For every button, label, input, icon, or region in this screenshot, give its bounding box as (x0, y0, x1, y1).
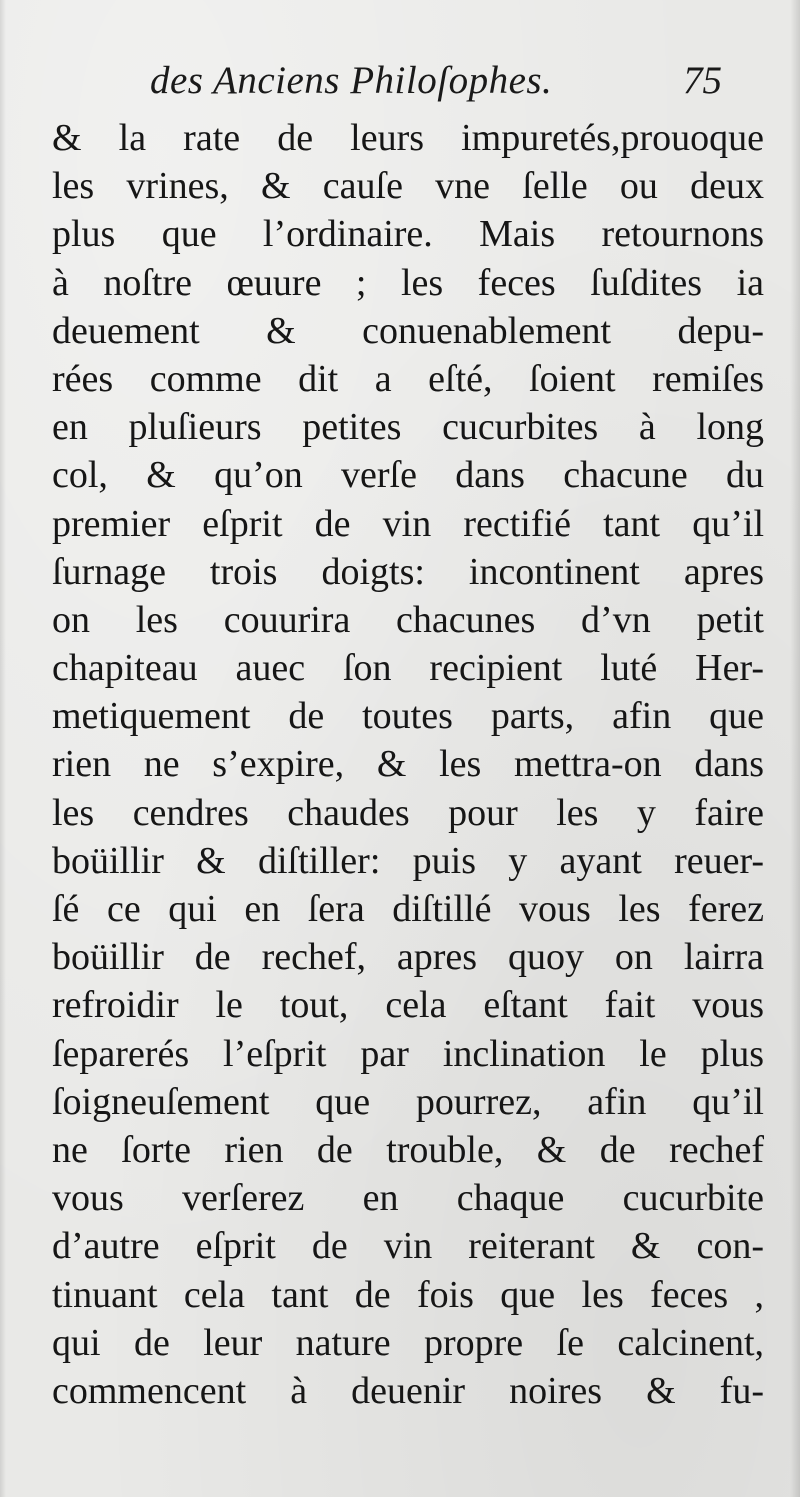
text-line (52, 981, 764, 1029)
text-line-content: boüillir de rechef, apres quoy on lairra (52, 936, 764, 979)
text-line (52, 1126, 764, 1174)
text-line-content: on les couurira chacunes d’vn petit (52, 598, 764, 641)
running-head: des Anciens Philoſophes. (150, 59, 553, 102)
text-line (52, 162, 764, 210)
text-line (52, 596, 764, 644)
text-line-content: deuement & conuenablement depu- (52, 309, 764, 352)
text-line (52, 933, 764, 981)
text-line (52, 403, 764, 451)
text-line (52, 740, 764, 788)
text-line-content: premier eſprit de vin rectifié tant qu’il (52, 502, 764, 545)
text-line (52, 1367, 764, 1415)
text-line-content: ſoigneuſement que pourrez, afin qu’il (52, 1080, 764, 1123)
text-line (52, 1078, 764, 1126)
text-line (52, 1271, 764, 1319)
text-line (52, 210, 764, 258)
page-right-shadow (790, 0, 800, 1497)
text-line-content: rien ne s’expire, & les mettra-on dans (52, 743, 764, 786)
text-line (52, 355, 764, 403)
text-line (52, 451, 764, 499)
text-line (52, 114, 764, 162)
body-text (52, 114, 764, 1415)
text-line (52, 548, 764, 596)
text-line (52, 259, 764, 307)
text-line-content: rées comme dit a eſté, ſoient remiſes (52, 357, 764, 400)
text-line-content: chapiteau auec ſon recipient luté Her- (52, 647, 764, 690)
text-line-content: les cendres chaudes pour les y faire (52, 791, 764, 834)
text-line (52, 885, 764, 933)
text-line-content: ſurnage trois doigts: incontinent apres (52, 550, 764, 593)
text-line-content: commencent à deuenir noires & fu- (52, 1369, 764, 1412)
text-line-content: plus que l’ordinaire. Mais retournons (52, 213, 764, 256)
text-line (52, 1030, 764, 1078)
text-line-content: vous verſerez en chaque cucurbite (52, 1177, 764, 1220)
text-line (52, 644, 764, 692)
text-line (52, 1319, 764, 1367)
text-line (52, 692, 764, 740)
text-line-content: boüillir & diſtiller: puis y ayant reuer- (52, 839, 764, 882)
page-left-shadow (0, 0, 6, 1497)
page-number: 75 (683, 59, 722, 102)
text-line-content: refroidir le tout, cela eſtant fait vous (52, 984, 764, 1027)
text-line-content: qui de leur nature propre ſe calcinent, (52, 1321, 764, 1364)
text-line-content: ſé ce qui en ſera diſtillé vous les ferez (52, 888, 764, 930)
text-line-content: tinuant cela tant de fois que les feces , (52, 1273, 764, 1316)
text-line-content: ne ſorte rien de trouble, & de rechef (52, 1128, 764, 1171)
text-line-content: col, & qu’on verſe dans chacune du (52, 454, 764, 497)
text-line (52, 837, 764, 885)
text-line-content: en pluſieurs petites cucurbites à long (52, 406, 764, 449)
text-line-content: ſeparerés l’eſprit par inclination le plus (52, 1032, 764, 1075)
text-line-content: & la rate de leurs impuretés,prouoque (52, 117, 764, 159)
text-line-content: à noſtre œuure ; les feces ſuſdites ia (52, 261, 764, 304)
text-line-content: metiquement de toutes parts, afin que (52, 695, 764, 738)
text-line-content: d’autre eſprit de vin reiterant & con- (52, 1225, 764, 1268)
text-line (52, 1174, 764, 1222)
text-line (52, 1222, 764, 1270)
text-line (52, 307, 764, 355)
text-line-content: les vrines, & cauſe vne ſelle ou deux (52, 165, 764, 208)
text-line (52, 789, 764, 837)
text-line (52, 500, 764, 548)
